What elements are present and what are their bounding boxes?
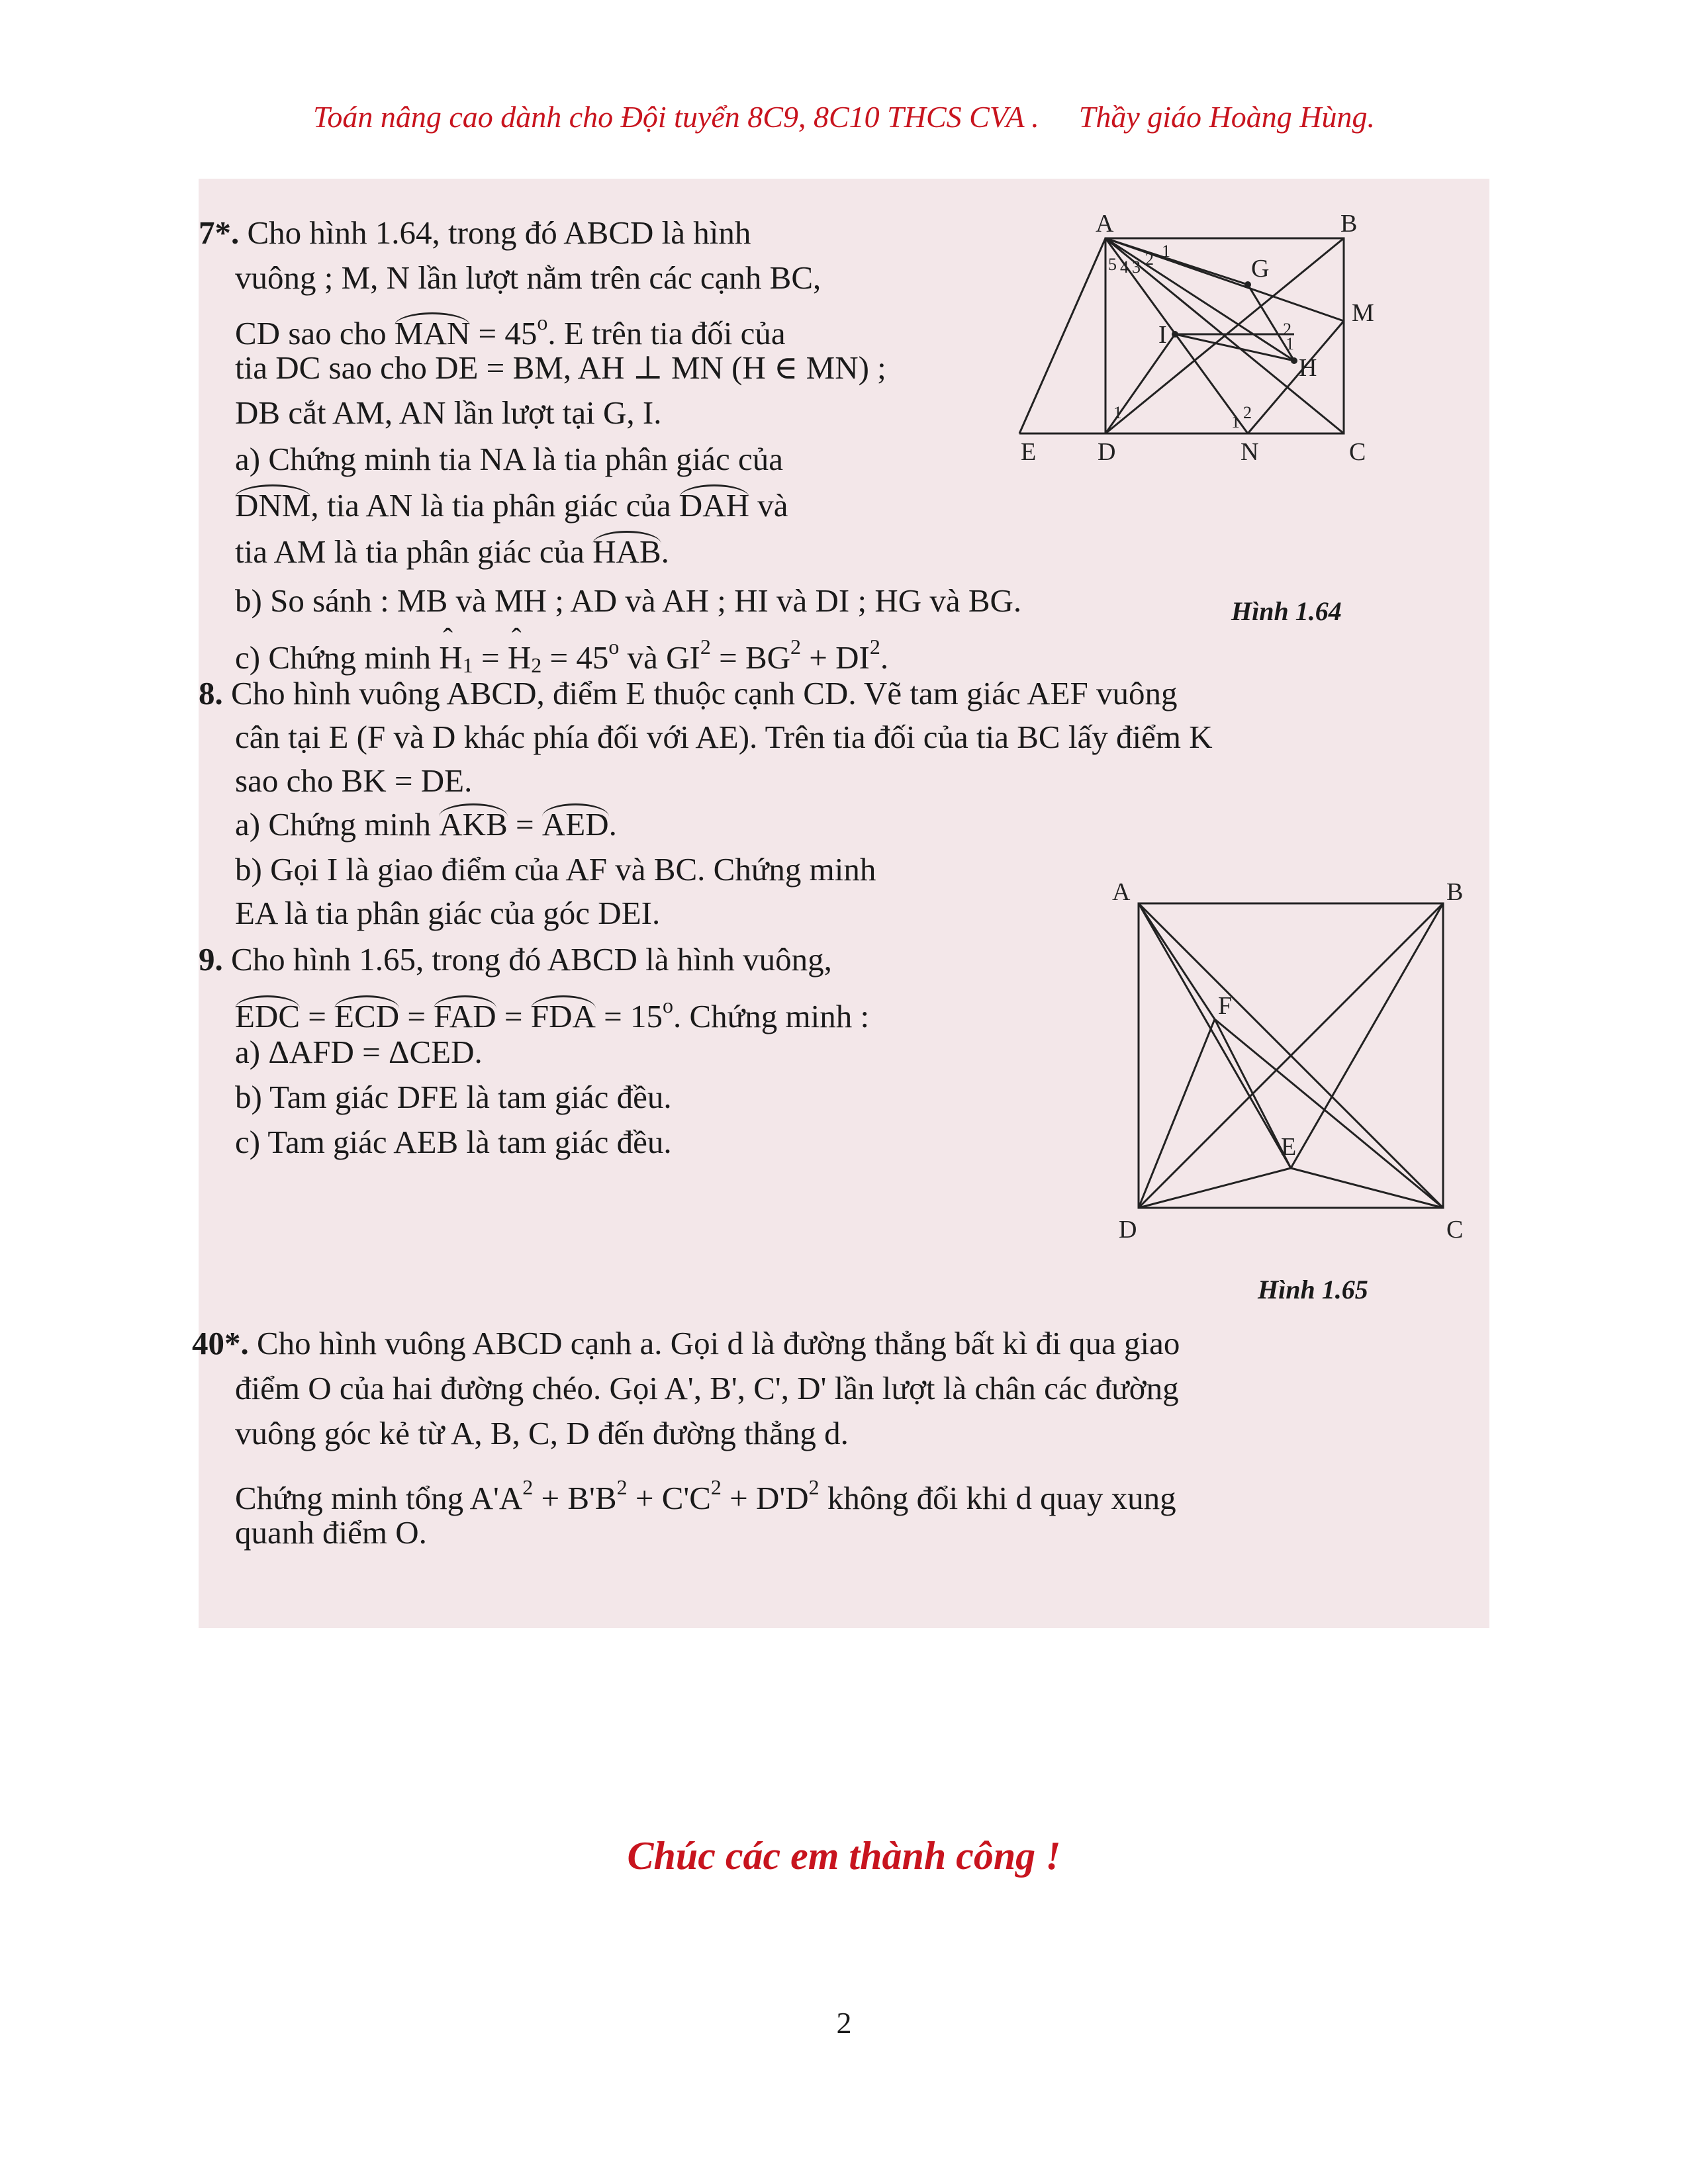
problem-38-line-6: EA là tia phân giác của góc DEI. xyxy=(235,895,661,931)
page-header xyxy=(0,99,1688,134)
closing-message: Chúc các em thành công ! xyxy=(627,1834,1061,1878)
svg-text:1: 1 xyxy=(1113,403,1122,422)
figure-1-64 xyxy=(1021,210,1470,563)
segment-df xyxy=(1139,1019,1215,1208)
problem-39-line-3: a) ΔAFD = ΔCED. xyxy=(235,1034,483,1070)
problem-37-line-7: DNM, tia AN là tia phân giác của DAH và xyxy=(235,484,788,526)
angle-hab: HAB xyxy=(592,531,661,569)
label-c: C xyxy=(1446,1216,1464,1244)
svg-text:1: 1 xyxy=(1286,334,1294,353)
problem-38-line-4: a) Chứng minh AKB = AED. xyxy=(235,803,617,845)
label-a: A xyxy=(1096,210,1114,238)
figure-1-64-caption: Hình 1.64 xyxy=(1231,596,1342,626)
svg-text:1: 1 xyxy=(1231,412,1240,432)
angle-man: MAN xyxy=(395,312,470,351)
label-b: B xyxy=(1340,210,1358,238)
label-n: N xyxy=(1241,438,1259,466)
problem-37-number: 7*. xyxy=(199,214,240,251)
svg-text:4: 4 xyxy=(1120,257,1129,277)
problem-37-line-6: a) Chứng minh tia NA là tia phân giác của xyxy=(235,441,784,477)
segment-nm xyxy=(1248,321,1344,433)
label-b: B xyxy=(1446,878,1464,906)
label-f: F xyxy=(1218,992,1233,1020)
svg-text:1: 1 xyxy=(1162,242,1170,261)
problem-40-number: 40*. xyxy=(192,1325,249,1361)
figure-1-65-caption: Hình 1.65 xyxy=(1258,1275,1368,1304)
segment-ae xyxy=(1019,238,1105,433)
problem-39-line-5: c) Tam giác AEB là tam giác đều. xyxy=(235,1124,672,1160)
problem-37-line-9: b) So sánh : MB và MH ; AD và AH ; HI và DI ; HG và BG. xyxy=(235,582,1022,619)
problem-39-line-4: b) Tam giác DFE là tam giác đều. xyxy=(235,1079,672,1115)
problem-39-line-2: EDC = ECD = FAD = FDA = $15^o$. Chứng minh : xyxy=(235,993,870,1034)
problem-40-line-3: vuông góc kẻ từ A, B, C, D đến đường thẳng d. xyxy=(235,1415,849,1451)
problem-38-line-5: b) Gọi I là giao điểm của AF và BC. Chứng minh xyxy=(235,851,876,887)
label-d: D xyxy=(1098,438,1116,466)
segment-de xyxy=(1139,1168,1291,1208)
problem-39-number: 9. xyxy=(199,941,223,978)
problem-37-line-3: CD sao cho MAN = $45^o$. E trên tia đối của xyxy=(235,310,786,351)
label-m: M xyxy=(1352,299,1374,327)
problem-40-line-2: điểm O của hai đường chéo. Gọi A', B', C', D' lần lượt là chân các đường xyxy=(235,1370,1179,1406)
angle-akb: AKB xyxy=(439,803,507,842)
label-c: C xyxy=(1349,438,1366,466)
problem-40-line-5: quanh điểm O. xyxy=(235,1514,427,1551)
scanned-page xyxy=(192,179,1489,1628)
label-e: E xyxy=(1281,1133,1297,1161)
header-left: Toán nâng cao dành cho Đội tuyển 8C9, 8C10 THCS CVA . xyxy=(312,100,1039,134)
problem-37-line-5: DB cắt AM, AN lần lượt tại G, I. xyxy=(235,394,662,431)
segment-be xyxy=(1291,903,1443,1168)
label-a: A xyxy=(1112,878,1131,906)
segment-ae xyxy=(1139,903,1291,1168)
problem-39-line-1: 9. Cho hình 1.65, trong đó ABCD là hình vuông, xyxy=(199,941,832,978)
svg-text:5: 5 xyxy=(1108,255,1117,274)
angle-aed: AED xyxy=(542,803,609,842)
label-e: E xyxy=(1021,438,1037,466)
problem-38-line-2: cân tại E (F và D khác phía đối với AE). Trên tia đối của tia BC lấy điểm K xyxy=(235,719,1213,755)
problem-37-line-2: vuông ; M, N lần lượt nằm trên các cạnh BC, xyxy=(235,259,821,296)
page-number: 2 xyxy=(836,2006,852,2040)
figure-1-65 xyxy=(1112,874,1483,1244)
problem-40-line-4: Chứng minh tổng $A'A^2 + B'B^2 + C'C^2 + D'D^2$ không đổi khi d quay xung xyxy=(235,1475,1176,1516)
problem-40-line-1: 40*. Cho hình vuông ABCD cạnh a. Gọi d là đường thẳng bất kì đi qua giao xyxy=(192,1325,1180,1361)
angle-dah: DAH xyxy=(679,484,749,523)
problem-38-line-1: 8. Cho hình vuông ABCD, điểm E thuộc cạnh CD. Vẽ tam giác AEF vuông xyxy=(199,675,1178,711)
label-d: D xyxy=(1119,1216,1137,1244)
svg-text:2: 2 xyxy=(1145,250,1154,269)
problem-38-number: 8. xyxy=(199,675,223,711)
segment-af xyxy=(1139,903,1215,1019)
problem-37-line-1: 7*. Cho hình 1.64, trong đó ABCD là hình xyxy=(199,214,751,251)
svg-text:2: 2 xyxy=(1283,320,1291,339)
problem-37-line-4: tia DC sao cho DE = BM, AH ⊥ MN (H ∈ MN) ; xyxy=(235,349,886,386)
label-h: H xyxy=(1299,354,1317,382)
problem-38-line-3: sao cho BK = DE. xyxy=(235,762,473,799)
header-right: Thầy giáo Hoàng Hùng. xyxy=(1078,100,1376,134)
svg-text:3: 3 xyxy=(1132,257,1141,277)
label-g: G xyxy=(1251,255,1270,283)
svg-text:2: 2 xyxy=(1243,403,1252,422)
label-i: I xyxy=(1158,321,1167,349)
angle-dnm: DNM xyxy=(235,484,310,523)
problem-37-line-10: c) Chứng minh ˆ H1 = ˆ $H2 = 45^o$ và $GI^2 = BG^2 + DI^2$. xyxy=(235,626,888,686)
problem-37-line-8: tia AM là tia phân giác của HAB. xyxy=(235,531,669,572)
